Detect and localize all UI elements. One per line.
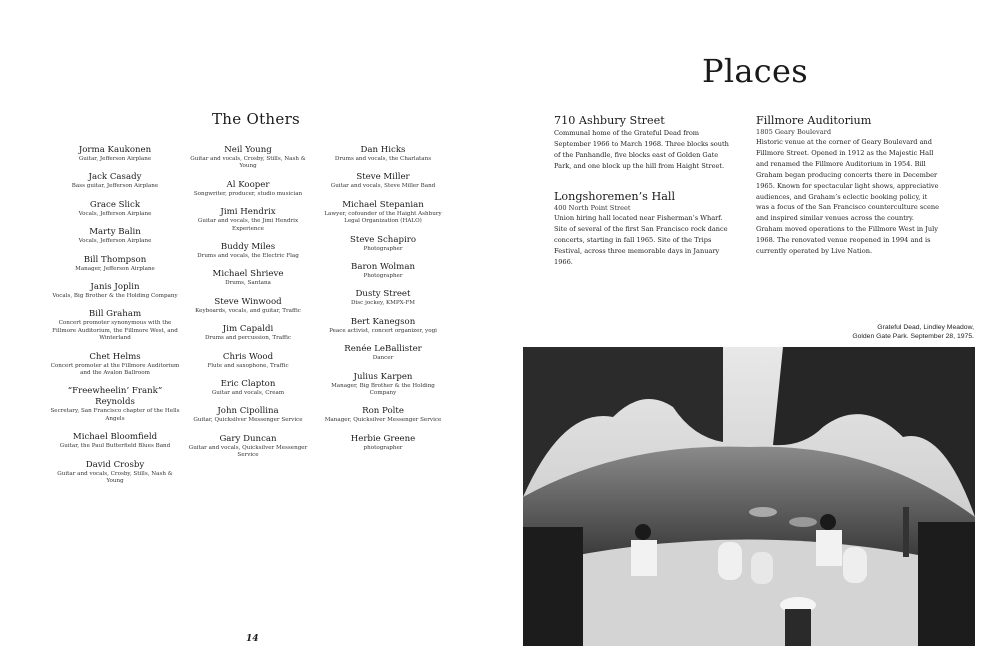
person-role: Photographer [363, 273, 403, 280]
person-entry [50, 145, 180, 163]
person-role: Guitar and vocals, the Jimi Hendrix Experience [197, 218, 299, 232]
drum [751, 552, 773, 584]
person-entry [318, 434, 448, 452]
person-name: Bert Kanegson [350, 316, 416, 327]
speaker-stack-right [918, 522, 975, 646]
person-role: Bass guitar, Jefferson Airplane [71, 183, 159, 190]
person-name: John Cipollina [217, 406, 279, 417]
person-entry [50, 460, 180, 486]
place-ashbury-street [554, 114, 734, 172]
person-entry [183, 434, 313, 460]
place-description: Union hiring hall located near Fisherman’s Wharf. Site of several of the first San Francisco rock dance concerts, starting in fall 1965. Site of the Trips Festival, across three memorable days in January 1966. [554, 214, 728, 266]
drum [718, 542, 742, 580]
person-entry [183, 269, 313, 287]
person-role: Songwriter, producer, studio musician [193, 190, 303, 197]
person-name: Eric Clapton [220, 379, 276, 390]
person-role: Vocals, Jefferson Airplane [78, 238, 152, 245]
stagehand [785, 609, 811, 646]
person-name: David Crosby [85, 459, 145, 470]
person-role: Manager, Jefferson Airplane [75, 265, 155, 272]
photo-caption-line-2: Golden Gate Park. September 28, 1975. [852, 333, 974, 340]
person-name: Dusty Street [355, 289, 411, 300]
person-entry [50, 200, 180, 218]
place-longshoremens-hall [554, 190, 734, 268]
place-name: Fillmore Auditorium [756, 114, 872, 127]
person-role: Guitar and vocals, Crosby, Stills, Nash & Young [190, 156, 306, 170]
person-entry [183, 406, 313, 424]
drum [843, 547, 867, 583]
person-name: Chet Helms [89, 351, 141, 362]
person-entry [50, 227, 180, 245]
person-entry [318, 344, 448, 362]
person-entry [50, 352, 180, 378]
others-column-1 [50, 145, 180, 495]
person-name: Chris Wood [222, 351, 274, 362]
person-role: Guitar and vocals, Steve Miller Band [330, 183, 436, 190]
concert-photo-illustration [523, 347, 975, 646]
person-role: Concert promoter at the Fillmore Auditorium and the Avalon Ballroom [50, 362, 180, 377]
place-fillmore-auditorium [756, 114, 942, 257]
person-entry [318, 406, 448, 424]
person-role: Drums and vocals, the Charlatans [334, 156, 432, 162]
person-name: Al Kooper [226, 179, 270, 190]
person-name: Herbie Greene [350, 433, 416, 444]
person-entry [318, 200, 448, 226]
place-description: Communal home of the Grateful Dead from September 1966 to March 1968. Three blocks south of the Panhandle, five blocks east of Golden Gate Park, and one block up the hill from Haight Street. [554, 129, 729, 170]
page-number: 14 [246, 634, 259, 644]
person-role: Disc jockey, KMPX-FM [351, 300, 415, 307]
person-name: Michael Stepanian [342, 199, 424, 210]
drummer-body [816, 530, 842, 566]
person-role: Peace activist, concert organizer, yogi [329, 327, 437, 334]
person-name: Neil Young [224, 145, 272, 155]
person-entry [50, 172, 180, 190]
person-entry [50, 309, 180, 342]
person-name: Janis Joplin [90, 282, 140, 293]
musician [903, 507, 909, 557]
person-role: Manager, Quicksilver Messenger Service [324, 417, 442, 424]
person-role: Guitar, the Paul Butterfield Blues Band [59, 443, 171, 450]
person-name: Dan Hicks [360, 145, 406, 155]
others-column-2 [183, 145, 313, 469]
person-entry [183, 242, 313, 260]
person-name: Steve Schapiro [350, 234, 416, 245]
person-entry [183, 207, 313, 233]
person-name: Jorma Kaukonen [78, 145, 152, 155]
person-role: Keyboards, vocals, and guitar, Traffic [195, 307, 301, 314]
person-name: Buddy Miles [220, 242, 276, 253]
others-column-3 [318, 145, 448, 461]
person-role: Lawyer, cofounder of the Haight Ashbury Legal Organization (HALO) [324, 210, 442, 225]
person-entry [183, 180, 313, 198]
person-entry [183, 324, 313, 342]
person-entry [183, 352, 313, 370]
person-name: Jack Casady [88, 172, 142, 183]
person-name: Michael Shrieve [212, 269, 284, 280]
place-name: 710 Ashbury Street [554, 114, 665, 127]
drummer-head [820, 514, 836, 530]
person-name: Renée LeBallister [344, 344, 422, 355]
photo-caption [826, 323, 974, 341]
person-role: Guitar and vocals, Crosby, Stills, Nash & Young [57, 470, 173, 485]
person-role: Concert promoter synonymous with the Fillmore Auditorium, the Fillmore West, and Winterland [52, 320, 178, 342]
person-name: Jim Capaldi [222, 324, 274, 335]
person-role: Manager, Big Brother & the Holding Company [331, 382, 435, 397]
cymbal [749, 507, 777, 517]
person-role: Vocals, Jefferson Airplane [78, 210, 152, 217]
person-entry [318, 262, 448, 280]
place-name: Longshoremen’s Hall [554, 190, 676, 203]
person-name: Marty Balin [89, 227, 141, 238]
drummer-body [631, 540, 657, 576]
person-entry [318, 372, 448, 398]
place-address: 400 North Point Street [554, 204, 631, 212]
concert-photo [523, 347, 975, 646]
person-entry [318, 235, 448, 253]
person-entry [183, 379, 313, 397]
person-entry [50, 255, 180, 273]
person-entry [318, 172, 448, 190]
person-name: Michael Bloomfield [72, 432, 158, 443]
person-role: Flute and saxophone, Traffic [207, 362, 289, 369]
person-name: Steve Miller [356, 172, 410, 183]
person-role: Guitar, Jefferson Airplane [78, 156, 152, 162]
person-role: Dancer [372, 355, 394, 362]
person-role: Secretary, San Francisco chapter of the Hells Angels [50, 408, 180, 422]
person-entry [318, 289, 448, 307]
person-name: “Freewheelin’ Frank” Reynolds [67, 386, 163, 408]
person-name: Gary Duncan [219, 433, 277, 444]
person-role: photographer [363, 444, 403, 451]
person-entry [50, 282, 180, 300]
person-role: Vocals, Big Brother & the Holding Company [52, 293, 178, 300]
person-entry [50, 386, 180, 423]
person-name: Steve Winwood [214, 296, 282, 307]
place-address: 1805 Geary Boulevard [756, 128, 832, 136]
person-entry [50, 432, 180, 450]
person-role: Guitar and vocals, Cream [211, 390, 285, 397]
person-role: Drums, Santana [225, 280, 271, 287]
others-heading: The Others [212, 110, 301, 128]
cymbal [789, 517, 817, 527]
person-role: Guitar and vocals, Quicksilver Messenger Service [188, 444, 308, 459]
person-entry [318, 317, 448, 335]
person-name: Baron Wolman [351, 262, 415, 273]
person-entry [183, 145, 313, 171]
person-role: Guitar, Quicksilver Messenger Service [193, 417, 303, 424]
places-heading: Places [702, 52, 808, 90]
drummer-head [635, 524, 651, 540]
person-name: Bill Thompson [83, 254, 147, 265]
person-role: Photographer [363, 245, 403, 252]
person-name: Jimi Hendrix [220, 207, 276, 218]
person-name: Julius Karpen [353, 371, 413, 382]
person-name: Grace Slick [89, 199, 141, 210]
photo-caption-line-1: Grateful Dead, Lindley Meadow, [877, 324, 974, 331]
speaker-stack-left [523, 527, 583, 646]
person-role: Drums and vocals, the Electric Flag [197, 253, 299, 260]
person-role: Drums and percussion, Traffic [204, 335, 291, 342]
person-entry [318, 145, 448, 163]
person-name: Bill Graham [88, 309, 142, 320]
person-name: Ron Polte [362, 406, 404, 417]
person-entry [183, 297, 313, 315]
place-description: Historic venue at the corner of Geary Boulevard and Fillmore Street. Opened in 1912 as the Majestic Hall and renamed the Fillmore Auditorium in 1954. Bill Graham began producing concerts there in December 1965. Known for spectacular light shows, appreciative audiences, and Graham’s eclectic booking policy, it was a focus of the San Francisco counterculture scene and inspired similar venues across the country. Graham moved operations to the Fillmore West in July 1968. The renovated venue reopened in 1994 and is currently operated by Live Nation. [756, 138, 940, 256]
